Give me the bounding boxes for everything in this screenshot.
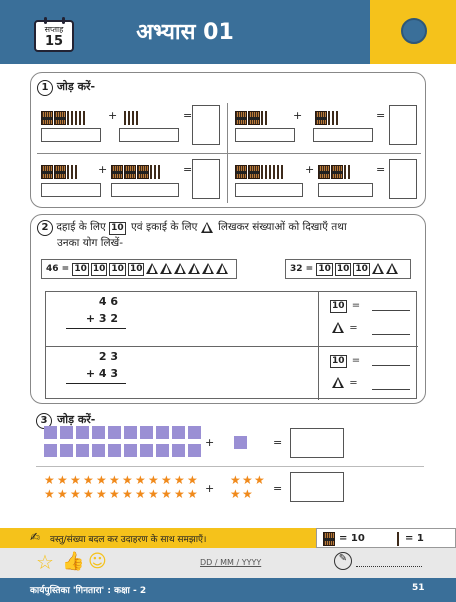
one-triangle-icon <box>332 377 344 388</box>
example-number: 32 = <box>290 264 314 274</box>
star: ★ <box>109 487 120 501</box>
star: ★ <box>230 487 241 501</box>
ten-card: 10 <box>336 264 350 274</box>
date-field[interactable]: DD / MM / YYYY <box>200 558 262 567</box>
star: ★ <box>122 473 133 487</box>
equals-sign: = <box>273 482 283 495</box>
answer-box[interactable] <box>235 183 303 197</box>
one-triangle-icon <box>201 222 213 233</box>
square <box>188 426 201 439</box>
answer-blank[interactable] <box>372 310 410 311</box>
ten-card: 10 <box>332 301 345 311</box>
stars-group <box>44 474 204 504</box>
answer-blank[interactable] <box>372 389 410 390</box>
instruction-part-3: लिखकर संख्याओं को दिखाएँ तथा <box>218 221 347 233</box>
star: ★ <box>109 473 120 487</box>
ten-card: 10 <box>129 264 143 274</box>
one-triangle-icon <box>146 263 158 274</box>
instruction-line-2: उनका योग लिखें- <box>57 237 123 249</box>
star: ★ <box>44 473 55 487</box>
ten-card: 10 <box>74 264 87 274</box>
question-number: 1 <box>37 80 53 96</box>
header-accent <box>370 0 456 64</box>
square <box>124 426 137 439</box>
thumbs-up-icon[interactable]: 👍 <box>62 551 85 572</box>
square <box>92 426 105 439</box>
square <box>76 444 89 457</box>
square <box>60 444 73 457</box>
problem-1-top: 4 6 <box>98 295 118 308</box>
problem-2-bottom: + 4 3 <box>85 367 118 380</box>
tens-answer-row <box>330 355 360 368</box>
square <box>156 426 169 439</box>
bundle-icon <box>323 532 335 546</box>
square <box>44 444 57 457</box>
problems-table <box>45 291 417 399</box>
circle-icon <box>401 18 427 44</box>
square <box>108 444 121 457</box>
one-triangle-icon <box>332 322 344 333</box>
star: ★ <box>83 473 94 487</box>
answer-box[interactable] <box>41 183 101 197</box>
smiley-icon[interactable]: ☺ <box>88 551 107 572</box>
question-2-heading <box>37 220 417 250</box>
divider-horizontal <box>36 466 424 467</box>
bundles-group <box>111 161 162 180</box>
star: ★ <box>96 487 107 501</box>
star: ★ <box>70 487 81 501</box>
question-1-heading <box>37 79 95 96</box>
square <box>172 426 185 439</box>
bundles-group <box>315 107 340 126</box>
star: ★ <box>70 473 81 487</box>
ten-card: 10 <box>355 264 368 274</box>
plus-sign: + <box>305 163 315 176</box>
equals-sign: = <box>183 163 193 176</box>
square <box>92 444 105 457</box>
sum-answer-box[interactable] <box>389 105 417 145</box>
star: ★ <box>57 473 68 487</box>
example-32-box <box>285 259 411 279</box>
square <box>140 444 153 457</box>
star: ★ <box>254 473 265 487</box>
one-triangle-icon <box>160 263 172 274</box>
square <box>140 426 153 439</box>
signature-line[interactable] <box>356 566 422 567</box>
equals-sign: = <box>273 436 283 449</box>
legend-box <box>316 528 456 548</box>
ones-answer-row <box>332 377 358 389</box>
equals-sign: = <box>351 300 361 311</box>
one-triangle-icon <box>372 263 384 274</box>
star: ★ <box>187 487 198 501</box>
star: ★ <box>148 473 159 487</box>
star: ★ <box>135 473 146 487</box>
answer-blank[interactable] <box>372 365 410 366</box>
ten-card: 10 <box>92 264 106 274</box>
question-1-section <box>30 72 426 208</box>
problem-2-top: 2 3 <box>98 350 118 363</box>
ten-card: 10 <box>332 356 345 366</box>
signature-icon: ✎ <box>334 552 352 570</box>
plus-sign: + <box>293 109 303 122</box>
square <box>172 444 185 457</box>
star: ★ <box>96 473 107 487</box>
answer-box[interactable] <box>111 183 179 197</box>
example-46-box <box>41 259 237 279</box>
bundles-group <box>318 161 352 180</box>
answer-box[interactable] <box>313 128 373 142</box>
stars-group <box>230 474 270 504</box>
sum-answer-box[interactable] <box>192 159 220 199</box>
square <box>108 426 121 439</box>
equals-sign: = <box>349 377 358 389</box>
instruction-part-1: दहाई के लिए <box>56 221 106 233</box>
sum-answer-box[interactable] <box>192 105 220 145</box>
one-triangle-icon <box>216 263 228 274</box>
page-number: 51 <box>412 583 425 593</box>
one-triangle-icon <box>202 263 214 274</box>
star: ★ <box>242 487 253 501</box>
sticks-group <box>124 107 140 126</box>
star: ★ <box>230 473 241 487</box>
star: ★ <box>135 487 146 501</box>
rating-strip <box>0 548 456 578</box>
tens-answer-row <box>330 300 360 313</box>
week-number: 15 <box>44 34 64 49</box>
question-number: 3 <box>36 413 52 429</box>
stick-icon <box>397 532 399 546</box>
answer-blank[interactable] <box>372 334 410 335</box>
ten-card: 10 <box>111 223 124 233</box>
problem-1-bottom: + 3 2 <box>85 312 118 325</box>
example-number: 46 = <box>46 264 70 274</box>
book-title: कार्यपुस्तिका 'गिनतारा' : कक्षा - 2 <box>30 586 147 596</box>
sum-answer-box[interactable] <box>290 428 344 458</box>
square <box>124 444 137 457</box>
star: ★ <box>187 473 198 487</box>
bundles-group <box>235 107 269 126</box>
legend-ten: = 10 <box>339 533 365 544</box>
ones-answer-row <box>332 322 358 334</box>
star: ★ <box>83 487 94 501</box>
star: ★ <box>174 487 185 501</box>
plus-sign: + <box>108 109 118 122</box>
answer-box[interactable] <box>119 128 179 142</box>
plus-sign: + <box>205 436 215 449</box>
answer-box[interactable] <box>235 128 295 142</box>
page-title: अभ्यास 01 <box>136 20 234 45</box>
one-triangle-icon <box>386 263 398 274</box>
plus-sign: + <box>205 482 215 495</box>
table-divider <box>46 346 418 347</box>
answer-box[interactable] <box>318 183 373 197</box>
square <box>188 444 201 457</box>
note-text: वस्तु/संख्या बदल कर उदाहरण के साथ समझाएँ। <box>50 535 207 545</box>
question-number: 2 <box>37 220 53 236</box>
sum-answer-box[interactable] <box>389 159 417 199</box>
question-2-section <box>30 214 426 404</box>
star: ★ <box>57 487 68 501</box>
answer-box[interactable] <box>41 128 101 142</box>
star: ★ <box>122 487 133 501</box>
star: ★ <box>161 487 172 501</box>
legend-one: = 1 <box>405 533 424 544</box>
equals-sign: = <box>376 109 386 122</box>
teacher-icon: ✍ <box>30 530 41 544</box>
ten-card: 10 <box>318 264 331 274</box>
bundles-group <box>235 161 285 180</box>
star: ★ <box>148 487 159 501</box>
sum-answer-box[interactable] <box>290 472 344 502</box>
star: ★ <box>174 473 185 487</box>
divider-horizontal <box>37 153 421 154</box>
bundles-group <box>41 161 79 180</box>
equals-sign: = <box>183 109 193 122</box>
square <box>44 426 57 439</box>
one-triangle-icon <box>174 263 186 274</box>
instruction-part-2: एवं इकाई के लिए <box>130 221 198 233</box>
squares-group <box>44 426 204 462</box>
week-label: सप्ताह <box>44 25 64 34</box>
star: ★ <box>242 473 253 487</box>
square <box>76 426 89 439</box>
equals-sign: = <box>351 355 361 366</box>
star: ★ <box>161 473 172 487</box>
star: ★ <box>44 487 55 501</box>
note-band <box>0 528 456 548</box>
plus-sign: + <box>98 163 108 176</box>
one-triangle-icon <box>188 263 200 274</box>
equals-sign: = <box>349 322 358 334</box>
question-title: जोड़ करें- <box>57 413 96 426</box>
square <box>156 444 169 457</box>
sum-line <box>66 328 126 329</box>
ten-card: 10 <box>111 264 124 274</box>
page-footer <box>0 578 456 602</box>
question-title: जोड़ करें- <box>56 80 96 93</box>
equals-sign: = <box>376 163 386 176</box>
square <box>234 436 247 449</box>
square <box>60 426 73 439</box>
sum-line <box>66 383 126 384</box>
bundles-group <box>41 107 87 126</box>
star-icon[interactable]: ☆ <box>36 550 54 574</box>
